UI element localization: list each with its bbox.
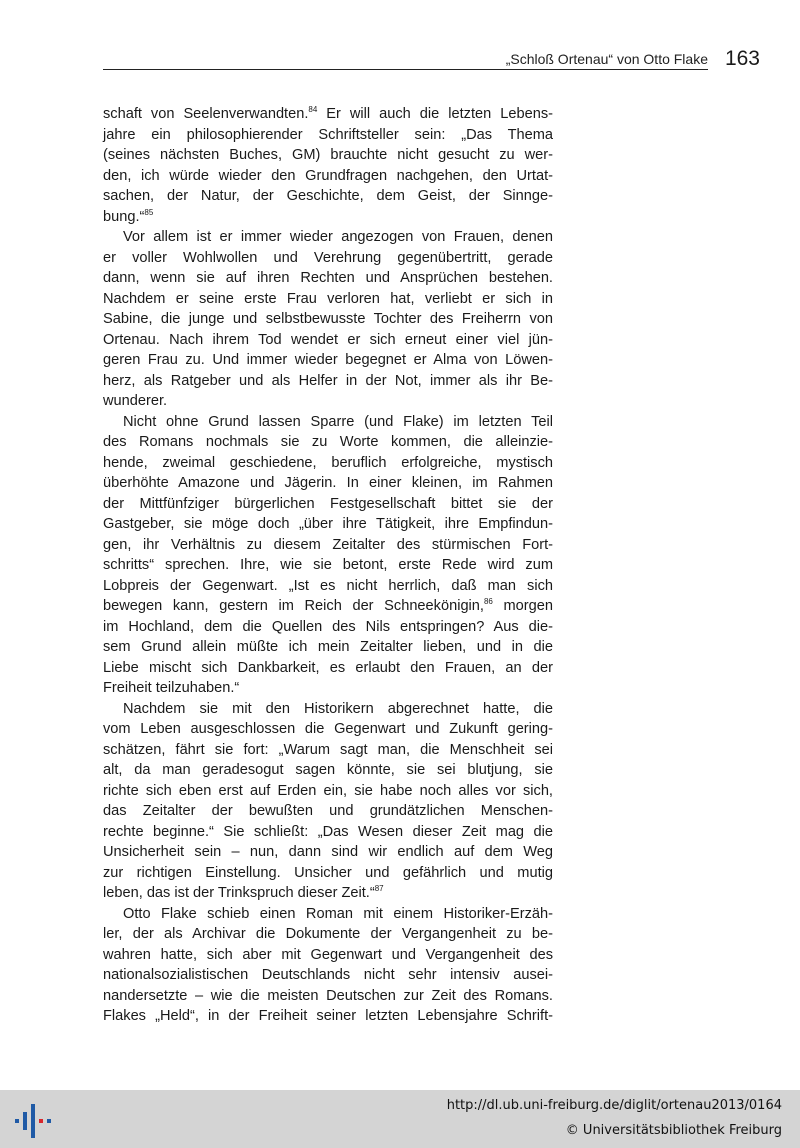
line-text-after-footnote: Er will auch die letzten Lebens- bbox=[317, 106, 553, 122]
text-line bbox=[103, 883, 553, 904]
line-text: Sabine, die junge und selbstbewusste Tochter des Freiherrn von bbox=[103, 311, 553, 327]
text-line bbox=[103, 822, 553, 843]
document-url-link[interactable]: http://dl.ub.uni-freiburg.de/diglit/ortenau2013/0164 bbox=[446, 1098, 782, 1113]
line-text: im Hochland, dem die Quellen des Nils entspringen? Aus die- bbox=[103, 618, 553, 635]
line-text: Gastgeber, sie möge doch „über ihre Tätigkeit, ihre Empfindun- bbox=[103, 516, 553, 532]
text-line bbox=[103, 945, 553, 966]
text-line bbox=[103, 289, 553, 310]
line-text: des Romans nochmals sie zu Worte kommen, die alleinzie- bbox=[103, 434, 553, 450]
text-line bbox=[103, 514, 553, 535]
line-text: Flakes „Held“, in der Freiheit seiner letzten Lebensjahre Schrift- bbox=[103, 1008, 553, 1024]
line-text: Unsicherheit sein – nun, dann sind wir endlich auf dem Weg bbox=[103, 844, 553, 860]
text-line bbox=[103, 965, 553, 986]
text-line bbox=[103, 904, 553, 925]
line-text: wahren hatte, sich aber mit Gegenwart und Vergangenheit des bbox=[103, 946, 553, 963]
text-line bbox=[103, 186, 553, 207]
text-line bbox=[103, 1006, 553, 1027]
line-text: Nicht ohne Grund lassen Sparre (und Flake) im letzten Teil bbox=[123, 413, 553, 430]
line-text: leben, das ist der Trinkspruch dieser Zeit.“ bbox=[103, 885, 375, 901]
running-head bbox=[103, 46, 760, 76]
text-line bbox=[103, 699, 553, 720]
line-text: gen, ihr Verhältnis zu diesem Zeitalter des stürmischen Fort- bbox=[103, 536, 553, 553]
footnote-ref[interactable]: 84 bbox=[308, 105, 318, 114]
line-text: das Zeitalter der bewußten und grundätzlichen Menschen- bbox=[103, 803, 553, 819]
line-text: herz, als Ratgeber und als Helfer in der Not, immer als ihr Be- bbox=[103, 372, 553, 389]
footnote-ref[interactable]: 85 bbox=[144, 207, 154, 217]
line-text: vom Leben ausgeschlossen die Gegenwart und Zukunft gering- bbox=[103, 721, 553, 737]
text-line bbox=[103, 535, 553, 556]
line-text: bung.“ bbox=[103, 208, 145, 225]
text-line bbox=[103, 740, 553, 761]
text-line bbox=[103, 596, 553, 617]
text-line bbox=[103, 453, 553, 474]
text-line bbox=[103, 391, 553, 412]
text-line bbox=[103, 104, 553, 125]
footnote-ref[interactable]: 87 bbox=[374, 884, 384, 893]
text-line bbox=[103, 145, 553, 166]
line-text: (seines nächsten Buches, GM) brauchte nicht gesucht zu wer- bbox=[103, 147, 553, 163]
line-text: geren Frau zu. Und immer wieder begegnet er Alma von Löwen- bbox=[103, 352, 553, 368]
line-text: er voller Wohlwollen und Verehrung gegenübertritt, gerade bbox=[103, 249, 553, 266]
text-line bbox=[103, 576, 553, 597]
line-text: Liebe mischt sich Dankbarkeit, es erlaubt den Frauen, an der bbox=[103, 659, 553, 676]
text-line bbox=[103, 555, 553, 576]
text-line bbox=[103, 371, 553, 392]
body-text bbox=[103, 104, 553, 1027]
copyright-notice: © Universitätsbibliothek Freiburg bbox=[565, 1123, 782, 1138]
text-line bbox=[103, 760, 553, 781]
text-line bbox=[103, 842, 553, 863]
line-text: Lobpreis der Gegenwart. „Ist es nicht herrlich, daß man sich bbox=[103, 577, 553, 594]
line-text: zur richtigen Einstellung. Unsicher und gefährlich und mutig bbox=[103, 864, 553, 881]
line-text: wunderer. bbox=[103, 393, 168, 409]
line-text: schätzen, fährt sie fort: „Warum sagt man, die Menschheit sei bbox=[103, 741, 553, 758]
line-text: richte sich eben erst auf Erden ein, sie habe noch alles vor sich, bbox=[103, 782, 553, 799]
ub-freiburg-logo-icon[interactable] bbox=[12, 1100, 52, 1140]
line-text: nandersetzte – wie die meisten Deutschen zur Zeit des Romans. bbox=[103, 987, 553, 1004]
text-line bbox=[103, 617, 553, 638]
line-text: nationalsozialistischen Deutschlands nicht sehr intensiv ausei- bbox=[103, 967, 553, 983]
footnote-ref[interactable]: 86 bbox=[483, 597, 493, 606]
text-line bbox=[103, 801, 553, 822]
line-text: hende, zweimal geschiedene, beruflich erfolgreiche, mystisch bbox=[103, 454, 553, 471]
line-text: Ortenau. Nach ihrem Tod wendet er sich erneut einer viel jün- bbox=[103, 331, 553, 348]
line-text: der Mittfünfziger bürgerlichen Festgesellschaft bittet sie der bbox=[103, 495, 553, 512]
line-text: rechte beginne.“ Sie schließt: „Das Wesen dieser Zeit mag die bbox=[103, 823, 553, 840]
text-line bbox=[103, 207, 553, 228]
text-line bbox=[103, 924, 553, 945]
text-line bbox=[103, 227, 553, 248]
text-line bbox=[103, 637, 553, 658]
line-text: bewegen kann, gestern im Reich der Schneekönigin, bbox=[103, 598, 484, 614]
line-text: überhöhte Amazone und Jägerin. In einer kleinen, im Rahmen bbox=[103, 475, 553, 491]
text-line bbox=[103, 719, 553, 740]
line-text: den, ich würde wieder den Grundfragen nachgehen, den Urtat- bbox=[103, 167, 553, 184]
line-text: sem Grund allein müßte ich mein Zeitalter lieben, und in die bbox=[103, 639, 553, 655]
text-line bbox=[103, 863, 553, 884]
text-line bbox=[103, 412, 553, 433]
text-line bbox=[103, 268, 553, 289]
text-line bbox=[103, 309, 553, 330]
text-line bbox=[103, 678, 553, 699]
line-text: ler, der als Archivar die Dokumente der Vergangenheit zu be- bbox=[103, 926, 553, 942]
text-line bbox=[103, 432, 553, 453]
line-text: Vor allem ist er immer wieder angezogen von Frauen, denen bbox=[123, 229, 553, 245]
line-text: dann, wenn sie auf ihren Rechten und Ansprüchen bestehen. bbox=[103, 270, 553, 286]
line-text: jahre ein philosophierender Schriftsteller sein: „Das Thema bbox=[103, 126, 553, 143]
line-text: schritts“ sprechen. Ihre, wie sie betont, erste Rede wird zum bbox=[103, 557, 553, 573]
text-line bbox=[103, 473, 553, 494]
text-line bbox=[103, 494, 553, 515]
text-line bbox=[103, 248, 553, 269]
line-text: alt, da man geradesogut sagen könnte, sie sei blutjung, sie bbox=[103, 762, 553, 778]
line-text: Otto Flake schieb einen Roman mit einem Historiker-Erzäh- bbox=[123, 905, 553, 922]
line-text-after-footnote: morgen bbox=[492, 598, 553, 614]
running-title: „Schloß Ortenau“ von Otto Flake bbox=[505, 51, 708, 67]
text-line bbox=[103, 781, 553, 802]
text-line bbox=[103, 350, 553, 371]
line-text: Freiheit teilzuhaben.“ bbox=[103, 680, 240, 696]
line-text: sachen, der Natur, der Geschichte, dem Geist, der Sinnge- bbox=[103, 188, 553, 204]
line-text: Nachdem sie mit den Historikern abgerechnet hatte, die bbox=[123, 700, 553, 717]
footer-bar bbox=[0, 1090, 800, 1148]
header-rule bbox=[103, 69, 708, 70]
page-number: 163 bbox=[724, 47, 760, 70]
text-line bbox=[103, 125, 553, 146]
text-line bbox=[103, 330, 553, 351]
line-text: schaft von Seelenverwandten. bbox=[103, 106, 309, 122]
text-line bbox=[103, 166, 553, 187]
line-text: Nachdem er seine erste Frau verloren hat, verliebt er sich in bbox=[103, 290, 553, 307]
text-line bbox=[103, 658, 553, 679]
text-line bbox=[103, 986, 553, 1007]
